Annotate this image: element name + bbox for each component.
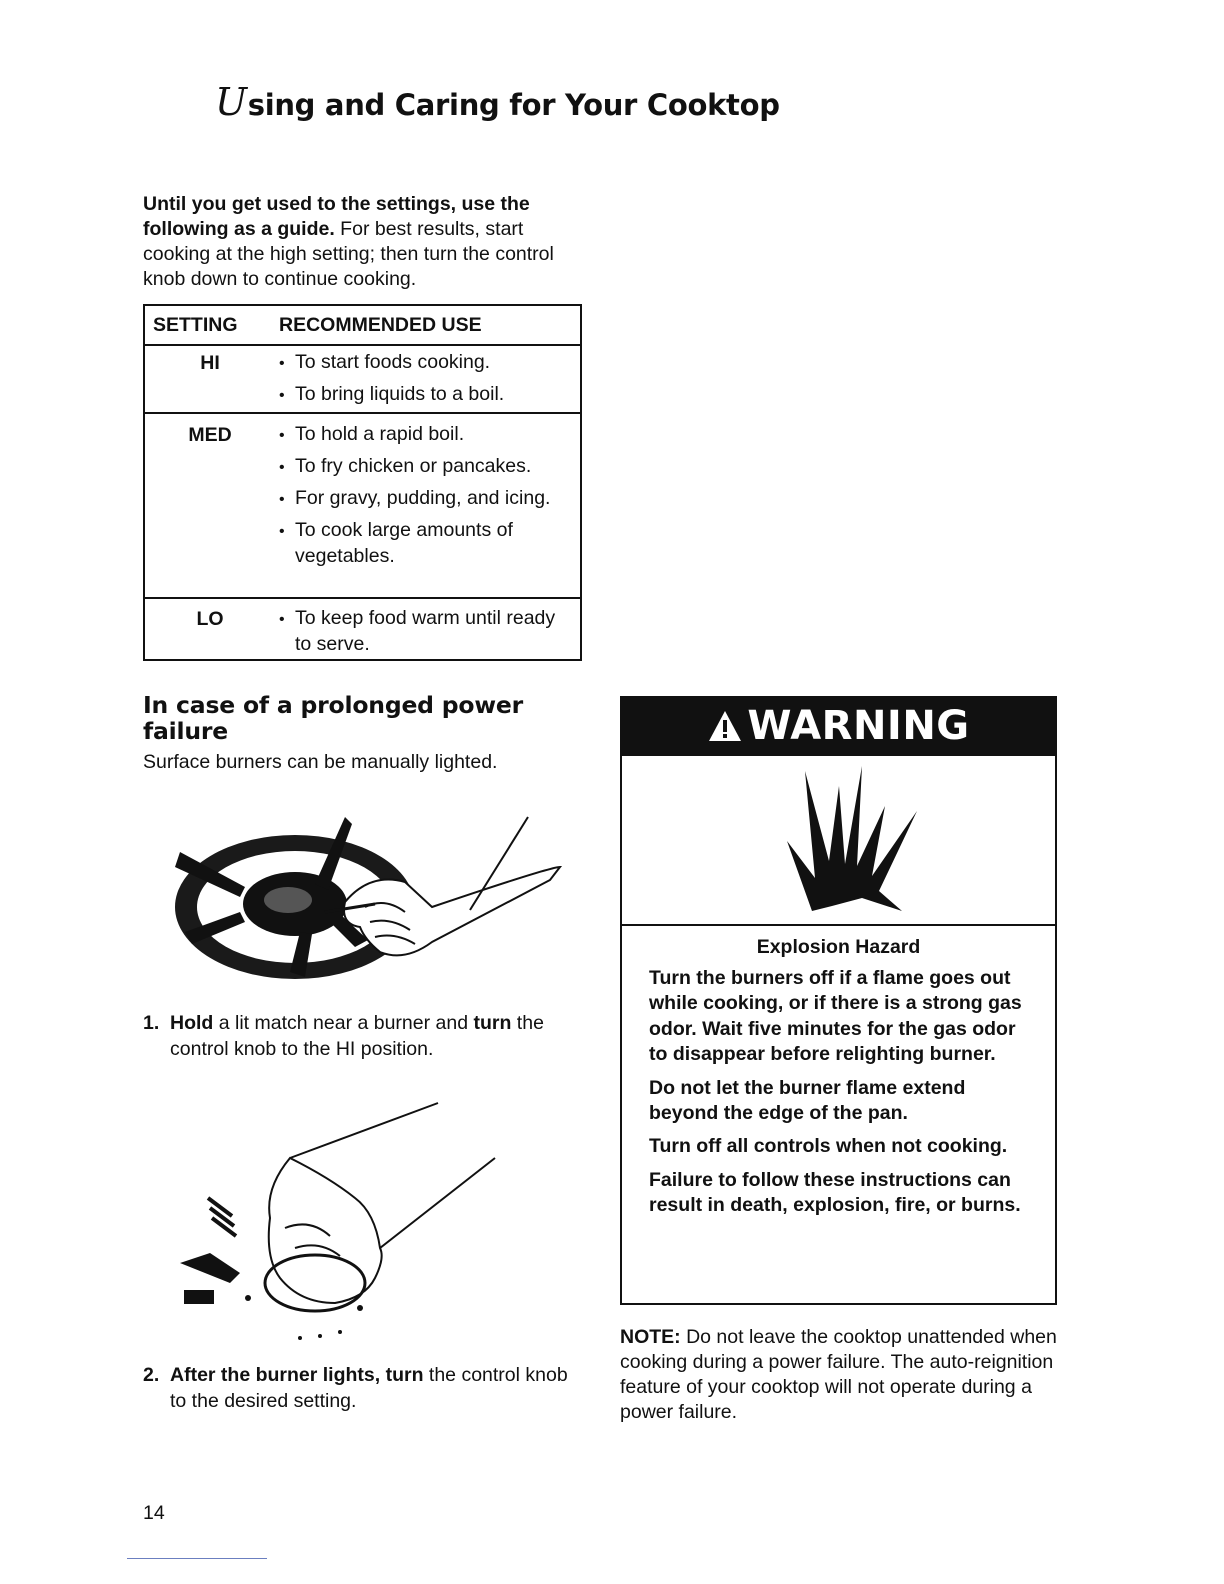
row-uses bbox=[279, 422, 574, 575]
row-setting: LO bbox=[196, 608, 224, 630]
step-number: 2. bbox=[143, 1364, 160, 1386]
note-text: Do not leave the cooktop unattended when cooking during a power failure. The auto-reignition feature of your cooktop will not operate during a power failure. bbox=[620, 1326, 1057, 1423]
step-bold: After the burner lights, turn bbox=[170, 1364, 424, 1386]
table-row-med bbox=[145, 414, 580, 599]
settings-table bbox=[143, 304, 582, 661]
hazard-name: Explosion Hazard bbox=[756, 936, 921, 958]
intro-bold: Until you get used to the settings, use the following as a guide. bbox=[143, 193, 530, 240]
burner-lighting-illustration bbox=[170, 812, 565, 997]
step-text bbox=[143, 1010, 573, 1062]
intro-text: For best results, start cooking at the high setting; then turn the control knob down to continue cooking. bbox=[143, 218, 554, 290]
warning-paragraph: Turn off all controls when not cooking. bbox=[649, 1135, 1008, 1158]
step-1 bbox=[143, 1010, 573, 1062]
title-initial: U bbox=[215, 80, 247, 124]
section-subtext: Surface burners can be manually lighted. bbox=[143, 751, 498, 773]
use-item: • To start foods cooking. bbox=[279, 350, 574, 376]
row-setting: MED bbox=[188, 424, 232, 446]
intro-paragraph bbox=[143, 192, 588, 292]
note-paragraph bbox=[620, 1325, 1060, 1425]
step-plain: the control knob to the desired setting. bbox=[170, 1364, 568, 1412]
row-setting: HI bbox=[200, 352, 220, 374]
use-item: • To hold a rapid boil. bbox=[279, 422, 574, 448]
warning-paragraph: Do not let the burner flame extend beyond the edge of the pan. bbox=[649, 1076, 966, 1125]
table-header bbox=[145, 306, 580, 346]
note-label: NOTE: bbox=[620, 1326, 681, 1348]
use-item: • To bring liquids to a boil. bbox=[279, 382, 574, 408]
header-setting: SETTING bbox=[153, 314, 238, 336]
header-recommended-use: RECOMMENDED USE bbox=[279, 314, 482, 336]
warning-triangle-icon bbox=[707, 709, 743, 743]
use-item: • To fry chicken or pancakes. bbox=[279, 454, 574, 480]
warning-text bbox=[649, 966, 1039, 1227]
title-text: sing and Caring for Your Cooktop bbox=[247, 88, 780, 122]
page-number: 14 bbox=[143, 1502, 165, 1524]
warning-divider bbox=[622, 924, 1055, 926]
use-item: • To keep food warm until ready to serve. bbox=[279, 606, 574, 657]
page-title bbox=[215, 80, 780, 124]
step-bold: Hold bbox=[170, 1012, 214, 1034]
use-item: • To cook large amounts of vegetables. bbox=[279, 518, 574, 569]
step-plain: the control knob to the HI position. bbox=[170, 1012, 544, 1060]
step-text bbox=[143, 1362, 573, 1414]
step-2 bbox=[143, 1362, 573, 1414]
knob-turning-illustration bbox=[170, 1098, 500, 1348]
row-uses bbox=[279, 606, 574, 663]
warning-banner bbox=[620, 696, 1057, 756]
footer-rule bbox=[127, 1558, 267, 1559]
section-heading: In case of a prolonged power failure bbox=[143, 691, 523, 745]
warning-paragraph: Failure to follow these instructions can result in death, explosion, fire, or burns. bbox=[649, 1168, 1021, 1217]
warning-box bbox=[620, 696, 1057, 1305]
table-row-hi bbox=[145, 344, 580, 414]
step-number: 1. bbox=[143, 1012, 160, 1034]
step-bold: turn bbox=[473, 1012, 512, 1034]
step-plain: a lit match near a burner and bbox=[213, 1012, 474, 1034]
use-item: • For gravy, pudding, and icing. bbox=[279, 486, 574, 512]
warning-title: WARNING bbox=[747, 703, 970, 749]
table-row-lo bbox=[145, 599, 580, 659]
row-uses bbox=[279, 350, 574, 414]
warning-paragraph: Turn the burners off if a flame goes out while cooking, or if there is a strong gas odor. Wait five minutes for the gas odor to disappear before relighting burner. bbox=[649, 967, 1022, 1066]
explosion-icon bbox=[767, 766, 917, 914]
